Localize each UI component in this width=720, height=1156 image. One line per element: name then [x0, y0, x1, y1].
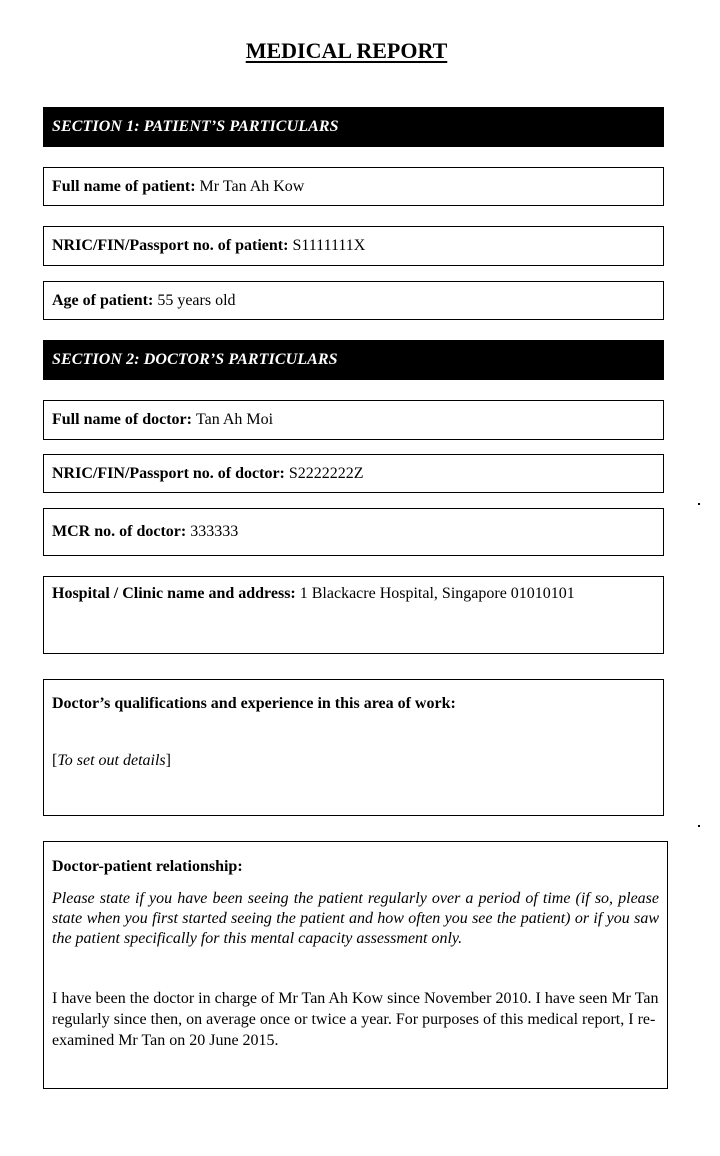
page-title: MEDICAL REPORT: [245, 38, 448, 63]
doctor-id-field: [43, 454, 664, 493]
open-bracket: [: [52, 752, 58, 769]
patient-id-label: NRIC/FIN/Passport no. of patient:: [52, 237, 289, 254]
patient-name-value: Mr Tan Ah Kow: [199, 177, 305, 195]
patient-name-label: Full name of patient:: [52, 177, 196, 195]
mcr-label: MCR no. of doctor:: [52, 523, 187, 540]
patient-id-value: S1111111X: [292, 237, 366, 254]
section-1-heading: SECTION 1: PATIENT’S PARTICULARS: [43, 107, 664, 147]
patient-id-field: [43, 226, 664, 266]
qualifications-placeholder-line: [52, 752, 655, 770]
qualifications-label: Doctor’s qualifications and experience in this area of work:: [52, 695, 456, 712]
patient-age-label: Age of patient:: [52, 291, 154, 309]
doctor-name-value: Tan Ah Moi: [195, 411, 274, 428]
relationship-answer: I have been the doctor in charge of Mr Tan Ah Kow since November 2010. I have seen Mr Tan regularly since then, on average once or twice a year. For purposes of this medical report, I re-examined Mr Tan on 20 June 2015.: [52, 990, 659, 1049]
patient-name-field: [43, 167, 664, 206]
patient-age-value: 55 years old: [157, 291, 236, 309]
relationship-label: Doctor-patient relationship:: [52, 858, 243, 875]
hospital-value: 1 Blackacre Hospital, Singapore 01010101: [299, 585, 575, 602]
hospital-label: Hospital / Clinic name and address:: [52, 585, 296, 602]
qualifications-placeholder: To set out details: [57, 752, 166, 769]
mcr-field: [43, 508, 664, 556]
margin-mark: [698, 503, 700, 505]
section-2-heading: SECTION 2: DOCTOR’S PARTICULARS: [43, 340, 664, 380]
patient-age-field: [43, 281, 664, 320]
margin-mark: [698, 825, 700, 827]
mcr-value: 333333: [190, 523, 239, 540]
qualifications-field: [43, 679, 664, 816]
hospital-field: [43, 576, 664, 654]
doctor-name-field: [43, 400, 664, 440]
doctor-id-label: NRIC/FIN/Passport no. of doctor:: [52, 464, 285, 482]
close-bracket: ]: [165, 752, 171, 769]
doctor-id-value: S2222222Z: [288, 464, 364, 482]
relationship-instructions: Please state if you have been seeing the patient regularly over a period of time (if so, please state when you first started seeing the patient and how often you see the patient) or if you saw the patient specifically for this mental capacity assessment only.: [52, 890, 659, 947]
doctor-name-label: Full name of doctor:: [52, 411, 192, 428]
relationship-field: [43, 841, 668, 1089]
